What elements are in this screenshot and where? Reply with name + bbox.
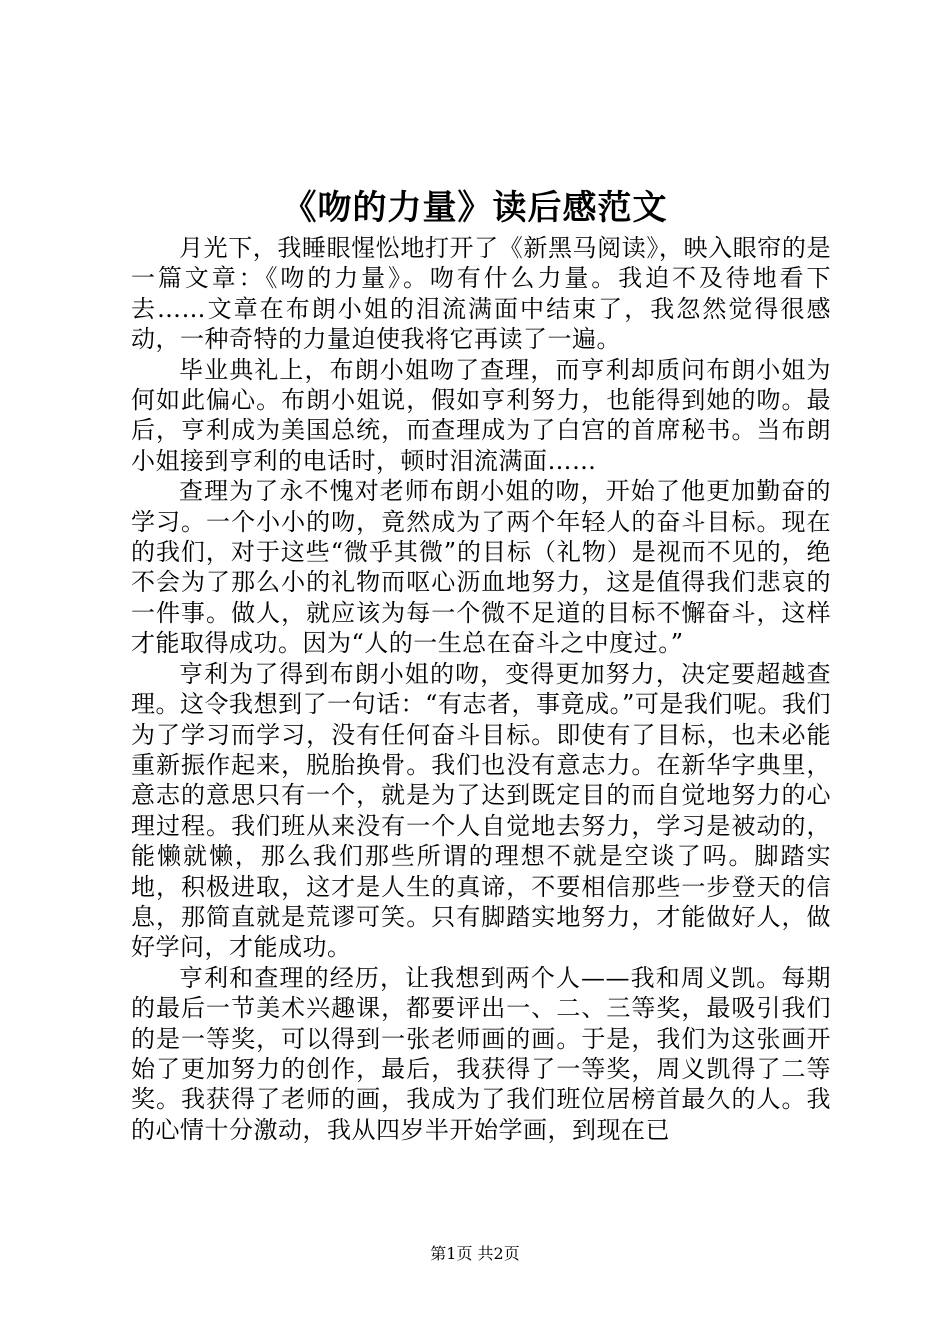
paragraph: 亨利和查理的经历，让我想到两个人——我和周义凯。每期的最后一节美术兴趣课，都要评出一、二、三等奖，最吸引我们的是一等奖，可以得到一张老师画的画。于是，我们为这张画开始了更加努力的创作，最后，我获得了一等奖，周义凯得了二等奖。我获得了老师的画，我成为了我们班位居榜首最久的人。我的心情十分激动，我从四岁半开始学画，到现在已 (131, 963, 831, 1144)
document-title: 《吻的力量》读后感范文 (282, 188, 668, 228)
paragraph: 亨利为了得到布朗小姐的吻，变得更加努力，决定要超越查理。这令我想到了一句话：“有志者，事竟成。”可是我们呢。我们为了学习而学习，没有任何奋斗目标。即使有了目标，也未必能重新振作起来，脱胎换骨。我们也没有意志力。在新华字典里，意志的意思只有一个，就是为了达到既定目的而自觉地努力的心理过程。我们班从来没有一个人自觉地去努力，学习是被动的，能懒就懒，那么我们那些所谓的理想不就是空谈了吗。脚踏实地，积极进取，这才是人生的真谛，不要相信那些一步登天的信息，那简直就是荒谬可笑。只有脚踏实地努力，才能做好人，做好学问，才能成功。 (131, 659, 831, 962)
paragraph: 查理为了永不愧对老师布朗小姐的吻，开始了他更加勤奋的学习。一个小小的吻，竟然成为了两个年轻人的奋斗目标。现在的我们，对于这些“微乎其微”的目标（礼物）是视而不见的，绝不会为了那么小的礼物而呕心沥血地努力，这是值得我们悲哀的一件事。做人，就应该为每一个微不足道的目标不懈奋斗，这样才能取得成功。因为“人的一生总在奋斗之中度过。” (131, 477, 831, 658)
paragraph: 月光下，我睡眼惺忪地打开了《新黑马阅读》，映入眼帘的是一篇文章：《吻的力量》。吻有什么力量。我迫不及待地看下去……文章在布朗小姐的泪流满面中结束了，我忽然觉得很感动，一种奇特的力量迫使我将它再读了一遍。 (131, 234, 831, 354)
paragraph: 毕业典礼上，布朗小姐吻了查理，而亨利却质问布朗小姐为何如此偏心。布朗小姐说，假如亨利努力，也能得到她的吻。最后，亨利成为美国总统，而查理成为了白宫的首席秘书。当布朗小姐接到亨利的电话时，顿时泪流满面…… (131, 355, 831, 475)
page-footer: 第1页 共2页 (430, 1244, 520, 1263)
document-body (131, 233, 831, 1145)
